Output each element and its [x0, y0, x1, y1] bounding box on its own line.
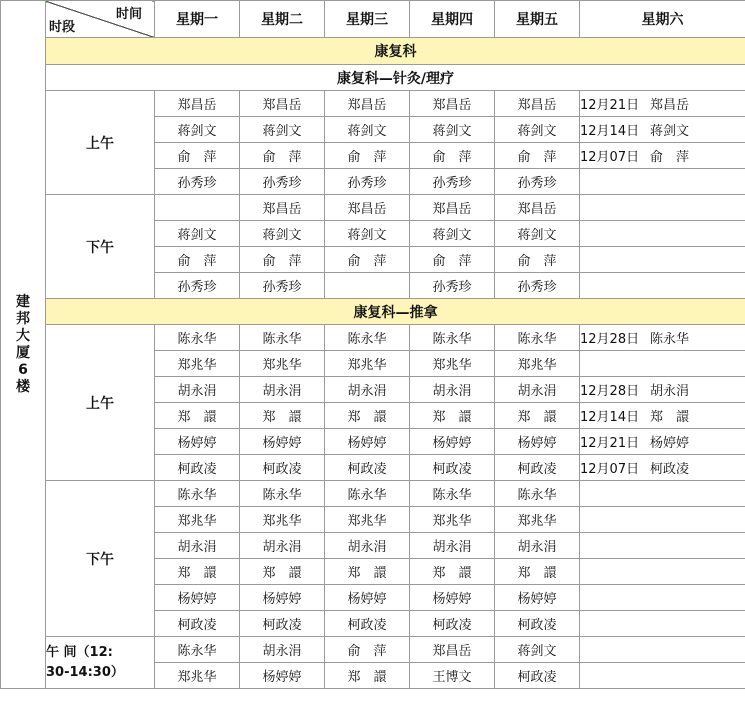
staff-cell: 柯政凌 — [325, 455, 410, 481]
staff-cell: 郑 譞 — [325, 559, 410, 585]
schedule-row — [1, 195, 745, 221]
location-char: 6 — [18, 361, 28, 378]
schedule-row — [1, 637, 745, 663]
staff-cell: 胡永涓 — [240, 533, 325, 559]
staff-cell: 郑 譞 — [410, 403, 495, 429]
staff-cell: 杨婷婷 — [155, 429, 240, 455]
day-header: 星期四 — [410, 1, 495, 38]
corner-header — [46, 1, 155, 38]
period-label: 下午 — [46, 195, 155, 299]
staff-cell: 杨婷婷 — [410, 585, 495, 611]
staff-cell: 柯政凌 — [240, 455, 325, 481]
section-title: 康复科—针灸/理疗 — [46, 65, 745, 91]
staff-cell: 蒋剑文 — [410, 221, 495, 247]
staff-cell: 郑兆华 — [495, 507, 580, 533]
location-char: 建 — [16, 293, 30, 310]
staff-cell: 俞 萍 — [410, 247, 495, 273]
saturday-cell — [580, 507, 745, 533]
location-char: 厦 — [16, 344, 30, 361]
staff-cell: 郑 譞 — [495, 559, 580, 585]
day-header: 星期三 — [325, 1, 410, 38]
schedule-row — [1, 91, 745, 117]
staff-cell: 孙秀珍 — [240, 169, 325, 195]
staff-cell: 柯政凌 — [495, 455, 580, 481]
saturday-staff: 郑 譞 — [650, 410, 690, 425]
staff-cell: 俞 萍 — [410, 143, 495, 169]
staff-cell: 陈永华 — [155, 637, 240, 663]
staff-cell: 陈永华 — [155, 481, 240, 507]
saturday-cell — [580, 585, 745, 611]
saturday-date: 12月07日 — [580, 150, 640, 165]
schedule-row — [1, 299, 745, 325]
staff-cell: 杨婷婷 — [325, 429, 410, 455]
staff-cell: 孙秀珍 — [495, 169, 580, 195]
noon-label-line: 30-14:30） — [46, 664, 124, 680]
staff-cell: 蒋剑文 — [495, 221, 580, 247]
schedule-body — [1, 1, 745, 689]
staff-cell: 蒋剑文 — [325, 117, 410, 143]
staff-cell: 孙秀珍 — [155, 169, 240, 195]
staff-cell: 陈永华 — [155, 325, 240, 351]
location-char: 大 — [16, 327, 30, 344]
schedule-row — [1, 481, 745, 507]
staff-cell: 蒋剑文 — [240, 221, 325, 247]
staff-cell: 郑昌岳 — [495, 195, 580, 221]
staff-cell: 郑昌岳 — [410, 195, 495, 221]
period-header-label: 时段 — [49, 20, 76, 35]
noon-label-line: 午 间（12: — [46, 644, 113, 660]
staff-cell: 郑昌岳 — [410, 91, 495, 117]
saturday-staff: 蒋剑文 — [650, 124, 690, 139]
day-header: 星期六 — [580, 1, 745, 38]
staff-cell: 郑 譞 — [325, 663, 410, 689]
staff-cell: 俞 萍 — [240, 143, 325, 169]
staff-cell: 郑兆华 — [325, 507, 410, 533]
staff-cell: 郑昌岳 — [325, 195, 410, 221]
staff-cell: 孙秀珍 — [410, 169, 495, 195]
saturday-cell — [580, 559, 745, 585]
staff-cell: 俞 萍 — [155, 143, 240, 169]
saturday-staff: 俞 萍 — [650, 150, 690, 165]
section-title: 康复科—推拿 — [46, 299, 745, 325]
staff-cell: 蒋剑文 — [495, 117, 580, 143]
staff-cell: 郑 譞 — [240, 559, 325, 585]
saturday-cell — [580, 325, 745, 351]
staff-cell: 郑昌岳 — [495, 91, 580, 117]
staff-cell: 杨婷婷 — [240, 429, 325, 455]
staff-cell: 蒋剑文 — [155, 221, 240, 247]
staff-cell: 胡永涓 — [240, 637, 325, 663]
staff-cell: 郑兆华 — [155, 663, 240, 689]
period-label: 上午 — [46, 325, 155, 481]
saturday-date: 12月28日 — [580, 384, 640, 399]
staff-cell: 蒋剑文 — [155, 117, 240, 143]
staff-cell: 郑兆华 — [155, 351, 240, 377]
staff-cell: 俞 萍 — [495, 247, 580, 273]
staff-cell: 郑 譞 — [325, 403, 410, 429]
saturday-cell — [580, 481, 745, 507]
saturday-date: 12月28日 — [580, 332, 640, 347]
saturday-cell — [580, 169, 745, 195]
staff-cell: 郑 譞 — [495, 403, 580, 429]
staff-cell: 郑 譞 — [155, 403, 240, 429]
saturday-cell — [580, 351, 745, 377]
staff-cell — [155, 195, 240, 221]
staff-cell: 蒋剑文 — [410, 117, 495, 143]
staff-cell: 胡永涓 — [325, 533, 410, 559]
staff-cell: 杨婷婷 — [495, 429, 580, 455]
staff-cell: 郑兆华 — [325, 351, 410, 377]
staff-cell: 俞 萍 — [325, 143, 410, 169]
staff-cell: 陈永华 — [325, 325, 410, 351]
location-cell — [1, 1, 46, 689]
saturday-cell — [580, 455, 745, 481]
schedule-row — [1, 65, 745, 91]
staff-cell: 郑昌岳 — [240, 91, 325, 117]
saturday-staff: 胡永涓 — [650, 384, 690, 399]
staff-cell: 胡永涓 — [410, 533, 495, 559]
staff-cell: 郑兆华 — [240, 507, 325, 533]
staff-cell: 郑兆华 — [410, 507, 495, 533]
saturday-cell — [580, 143, 745, 169]
saturday-staff: 陈永华 — [650, 332, 690, 347]
staff-cell: 郑 譞 — [155, 559, 240, 585]
saturday-date: 12月14日 — [580, 410, 640, 425]
day-header: 星期一 — [155, 1, 240, 38]
staff-cell: 杨婷婷 — [155, 585, 240, 611]
staff-cell: 胡永涓 — [495, 377, 580, 403]
staff-cell: 柯政凌 — [240, 611, 325, 637]
staff-cell: 杨婷婷 — [240, 585, 325, 611]
staff-cell: 俞 萍 — [240, 247, 325, 273]
location-char: 楼 — [16, 378, 30, 395]
staff-cell: 胡永涓 — [155, 533, 240, 559]
staff-cell: 郑兆华 — [410, 351, 495, 377]
staff-cell: 俞 萍 — [325, 247, 410, 273]
saturday-cell — [580, 91, 745, 117]
staff-cell: 陈永华 — [240, 481, 325, 507]
header-row — [1, 1, 745, 38]
saturday-cell — [580, 247, 745, 273]
saturday-cell — [580, 637, 745, 663]
staff-cell: 柯政凌 — [495, 611, 580, 637]
staff-cell: 陈永华 — [495, 325, 580, 351]
saturday-cell — [580, 533, 745, 559]
day-header: 星期二 — [240, 1, 325, 38]
staff-cell: 胡永涓 — [240, 377, 325, 403]
saturday-cell — [580, 429, 745, 455]
saturday-staff: 郑昌岳 — [650, 98, 690, 113]
staff-cell: 孙秀珍 — [240, 273, 325, 299]
staff-cell: 孙秀珍 — [155, 273, 240, 299]
saturday-staff: 杨婷婷 — [650, 436, 690, 451]
period-label: 下午 — [46, 481, 155, 637]
staff-cell: 胡永涓 — [325, 377, 410, 403]
saturday-cell — [580, 117, 745, 143]
location-char: 邦 — [16, 310, 30, 327]
staff-cell: 俞 萍 — [495, 143, 580, 169]
staff-cell: 郑 譞 — [240, 403, 325, 429]
saturday-date: 12月07日 — [580, 462, 640, 477]
saturday-date: 12月21日 — [580, 98, 640, 113]
staff-cell: 郑兆华 — [155, 507, 240, 533]
staff-cell: 陈永华 — [410, 325, 495, 351]
staff-cell: 陈永华 — [410, 481, 495, 507]
staff-cell: 郑 譞 — [410, 559, 495, 585]
staff-cell: 胡永涓 — [410, 377, 495, 403]
staff-cell: 柯政凌 — [325, 611, 410, 637]
saturday-cell — [580, 403, 745, 429]
staff-cell: 孙秀珍 — [495, 273, 580, 299]
staff-cell: 柯政凌 — [410, 455, 495, 481]
staff-cell: 胡永涓 — [155, 377, 240, 403]
day-header: 星期五 — [495, 1, 580, 38]
staff-cell: 柯政凌 — [410, 611, 495, 637]
staff-cell: 郑昌岳 — [325, 91, 410, 117]
saturday-staff: 柯政凌 — [650, 462, 690, 477]
time-header-label: 时间 — [115, 7, 142, 22]
staff-cell — [325, 273, 410, 299]
saturday-cell — [580, 195, 745, 221]
staff-cell: 胡永涓 — [495, 533, 580, 559]
schedule-row — [1, 325, 745, 351]
staff-cell: 陈永华 — [325, 481, 410, 507]
staff-cell: 杨婷婷 — [325, 585, 410, 611]
staff-cell: 王博文 — [410, 663, 495, 689]
period-label: 上午 — [46, 91, 155, 195]
staff-cell: 陈永华 — [240, 325, 325, 351]
staff-cell: 陈永华 — [495, 481, 580, 507]
staff-cell: 蒋剑文 — [325, 221, 410, 247]
staff-cell: 蒋剑文 — [495, 637, 580, 663]
staff-cell: 俞 萍 — [155, 247, 240, 273]
staff-cell: 杨婷婷 — [410, 429, 495, 455]
staff-cell: 柯政凌 — [495, 663, 580, 689]
saturday-cell — [580, 663, 745, 689]
saturday-cell — [580, 611, 745, 637]
staff-cell: 柯政凌 — [155, 611, 240, 637]
saturday-date: 12月21日 — [580, 436, 640, 451]
schedule-row — [1, 38, 745, 65]
staff-cell: 郑昌岳 — [240, 195, 325, 221]
staff-cell: 郑昌岳 — [155, 91, 240, 117]
department-title: 康复科 — [46, 38, 745, 65]
saturday-cell — [580, 221, 745, 247]
saturday-cell — [580, 377, 745, 403]
staff-cell: 俞 萍 — [325, 637, 410, 663]
saturday-cell — [580, 273, 745, 299]
staff-cell: 杨婷婷 — [495, 585, 580, 611]
staff-cell: 杨婷婷 — [240, 663, 325, 689]
staff-cell: 蒋剑文 — [240, 117, 325, 143]
staff-cell: 柯政凌 — [155, 455, 240, 481]
saturday-date: 12月14日 — [580, 124, 640, 139]
staff-cell: 郑昌岳 — [410, 637, 495, 663]
staff-cell: 郑兆华 — [495, 351, 580, 377]
noon-period-label — [46, 637, 155, 689]
staff-cell: 孙秀珍 — [410, 273, 495, 299]
staff-cell: 郑兆华 — [240, 351, 325, 377]
staff-cell: 孙秀珍 — [325, 169, 410, 195]
